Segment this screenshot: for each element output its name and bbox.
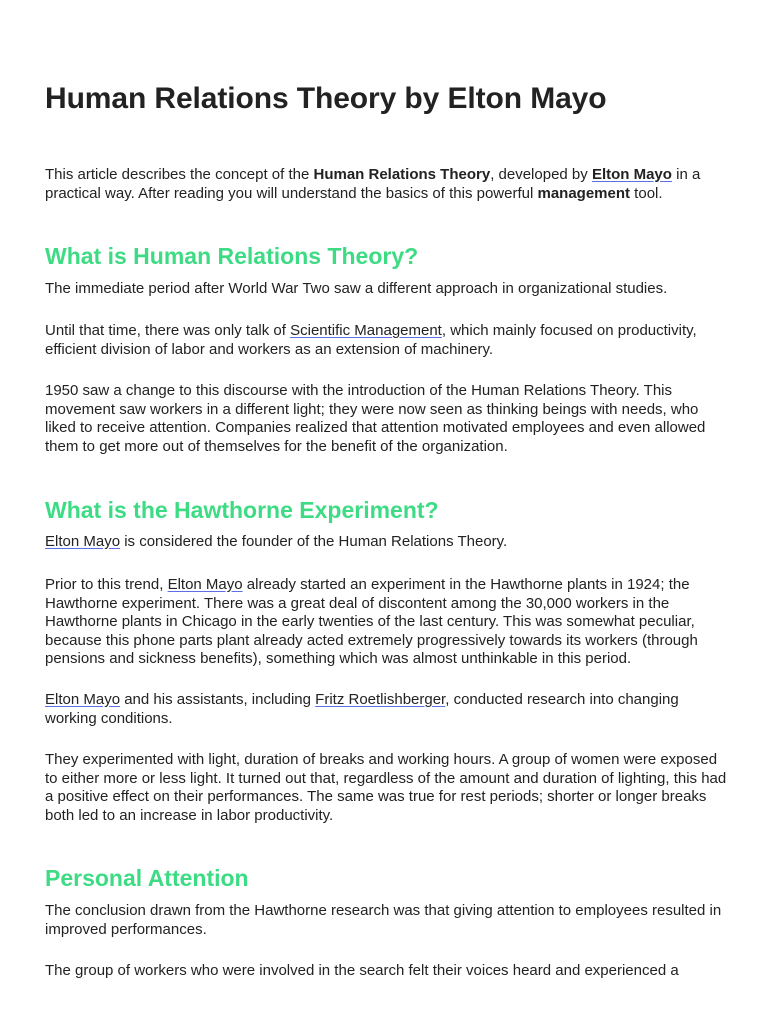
section-heading-human-relations: What is Human Relations Theory? — [45, 243, 419, 269]
elton-mayo-link[interactable]: Elton Mayo — [45, 533, 121, 550]
paragraph-text: , which mainly focused on productivity, efficient division of labor and workers as an extension of machinery. — [45, 322, 697, 358]
paragraph: The conclusion drawn from the Hawthorne research was that giving attention to employees resulted in improved performances. — [45, 902, 722, 938]
page-title: Human Relations Theory by Elton Mayo — [45, 82, 607, 115]
section-heading-hawthorne: What is the Hawthorne Experiment? — [45, 497, 439, 523]
paragraph-text: Until that time, there was only talk of — [45, 322, 291, 339]
paragraph-text: and his assistants, including — [120, 691, 316, 708]
intro-text: in a practical way. After reading you will understand the basics of this powerful — [45, 166, 701, 202]
elton-mayo-link[interactable]: Elton Mayo — [591, 166, 672, 183]
paragraph: The group of workers who were involved in the search felt their voices heard and experienced a — [45, 962, 679, 979]
intro-bold-management: management — [537, 184, 631, 202]
paragraph — [45, 576, 729, 669]
fritz-roetlishberger-link[interactable]: Fritz Roetlishberger — [315, 691, 446, 708]
paragraph: The immediate period after World War Two saw a different approach in organizational studies. — [45, 280, 668, 297]
intro-paragraph — [45, 166, 729, 203]
elton-mayo-link[interactable]: Elton Mayo — [167, 576, 243, 593]
paragraph — [45, 691, 729, 728]
paragraph — [45, 322, 729, 359]
scientific-management-link[interactable]: Scientific Management — [290, 322, 442, 339]
intro-text: , developed by — [490, 166, 592, 183]
intro-text: tool. — [630, 184, 663, 202]
paragraph: They experimented with light, duration of breaks and working hours. A group of women were exposed to either more or less light. It turned out that, regardless of the amount and duration of lighting, this had a positive effect on their performances. The same was true for rest periods; shorter or longer breaks both led to an increase in labor productivity. — [45, 751, 727, 824]
elton-mayo-link[interactable]: Elton Mayo — [45, 691, 121, 708]
paragraph: 1950 saw a change to this discourse with the introduction of the Human Relations Theory. This movement saw workers in a different light; they were now seen as thinking beings with needs, who liked to receive attention. Companies realized that attention motivated employees and even allowed them to get more out of themselves for the benefit of the organization. — [45, 382, 706, 455]
paragraph-text: , conducted research into changing working conditions. — [45, 691, 679, 727]
intro-bold-term: Human Relations Theory — [313, 166, 491, 183]
intro-text: This article describes the concept of the — [45, 166, 314, 183]
paragraph — [45, 533, 729, 552]
paragraph-text: Prior to this trend, — [45, 576, 168, 593]
paragraph-text: is considered the founder of the Human Relations Theory. — [120, 533, 508, 550]
section-heading-personal-attention: Personal Attention — [45, 865, 249, 891]
paragraph-text: already started an experiment in the Hawthorne plants in 1924; the Hawthorne experiment. There was a great deal of discontent among the 30,000 workers in the Hawthorne plants in Chicago in the early twenties of the last century. This was somewhat peculiar, because this phone parts plant already acted extremely progressively towards its workers (through pensions and sickness benefits), something which was almost unthinkable in this period. — [45, 576, 698, 668]
